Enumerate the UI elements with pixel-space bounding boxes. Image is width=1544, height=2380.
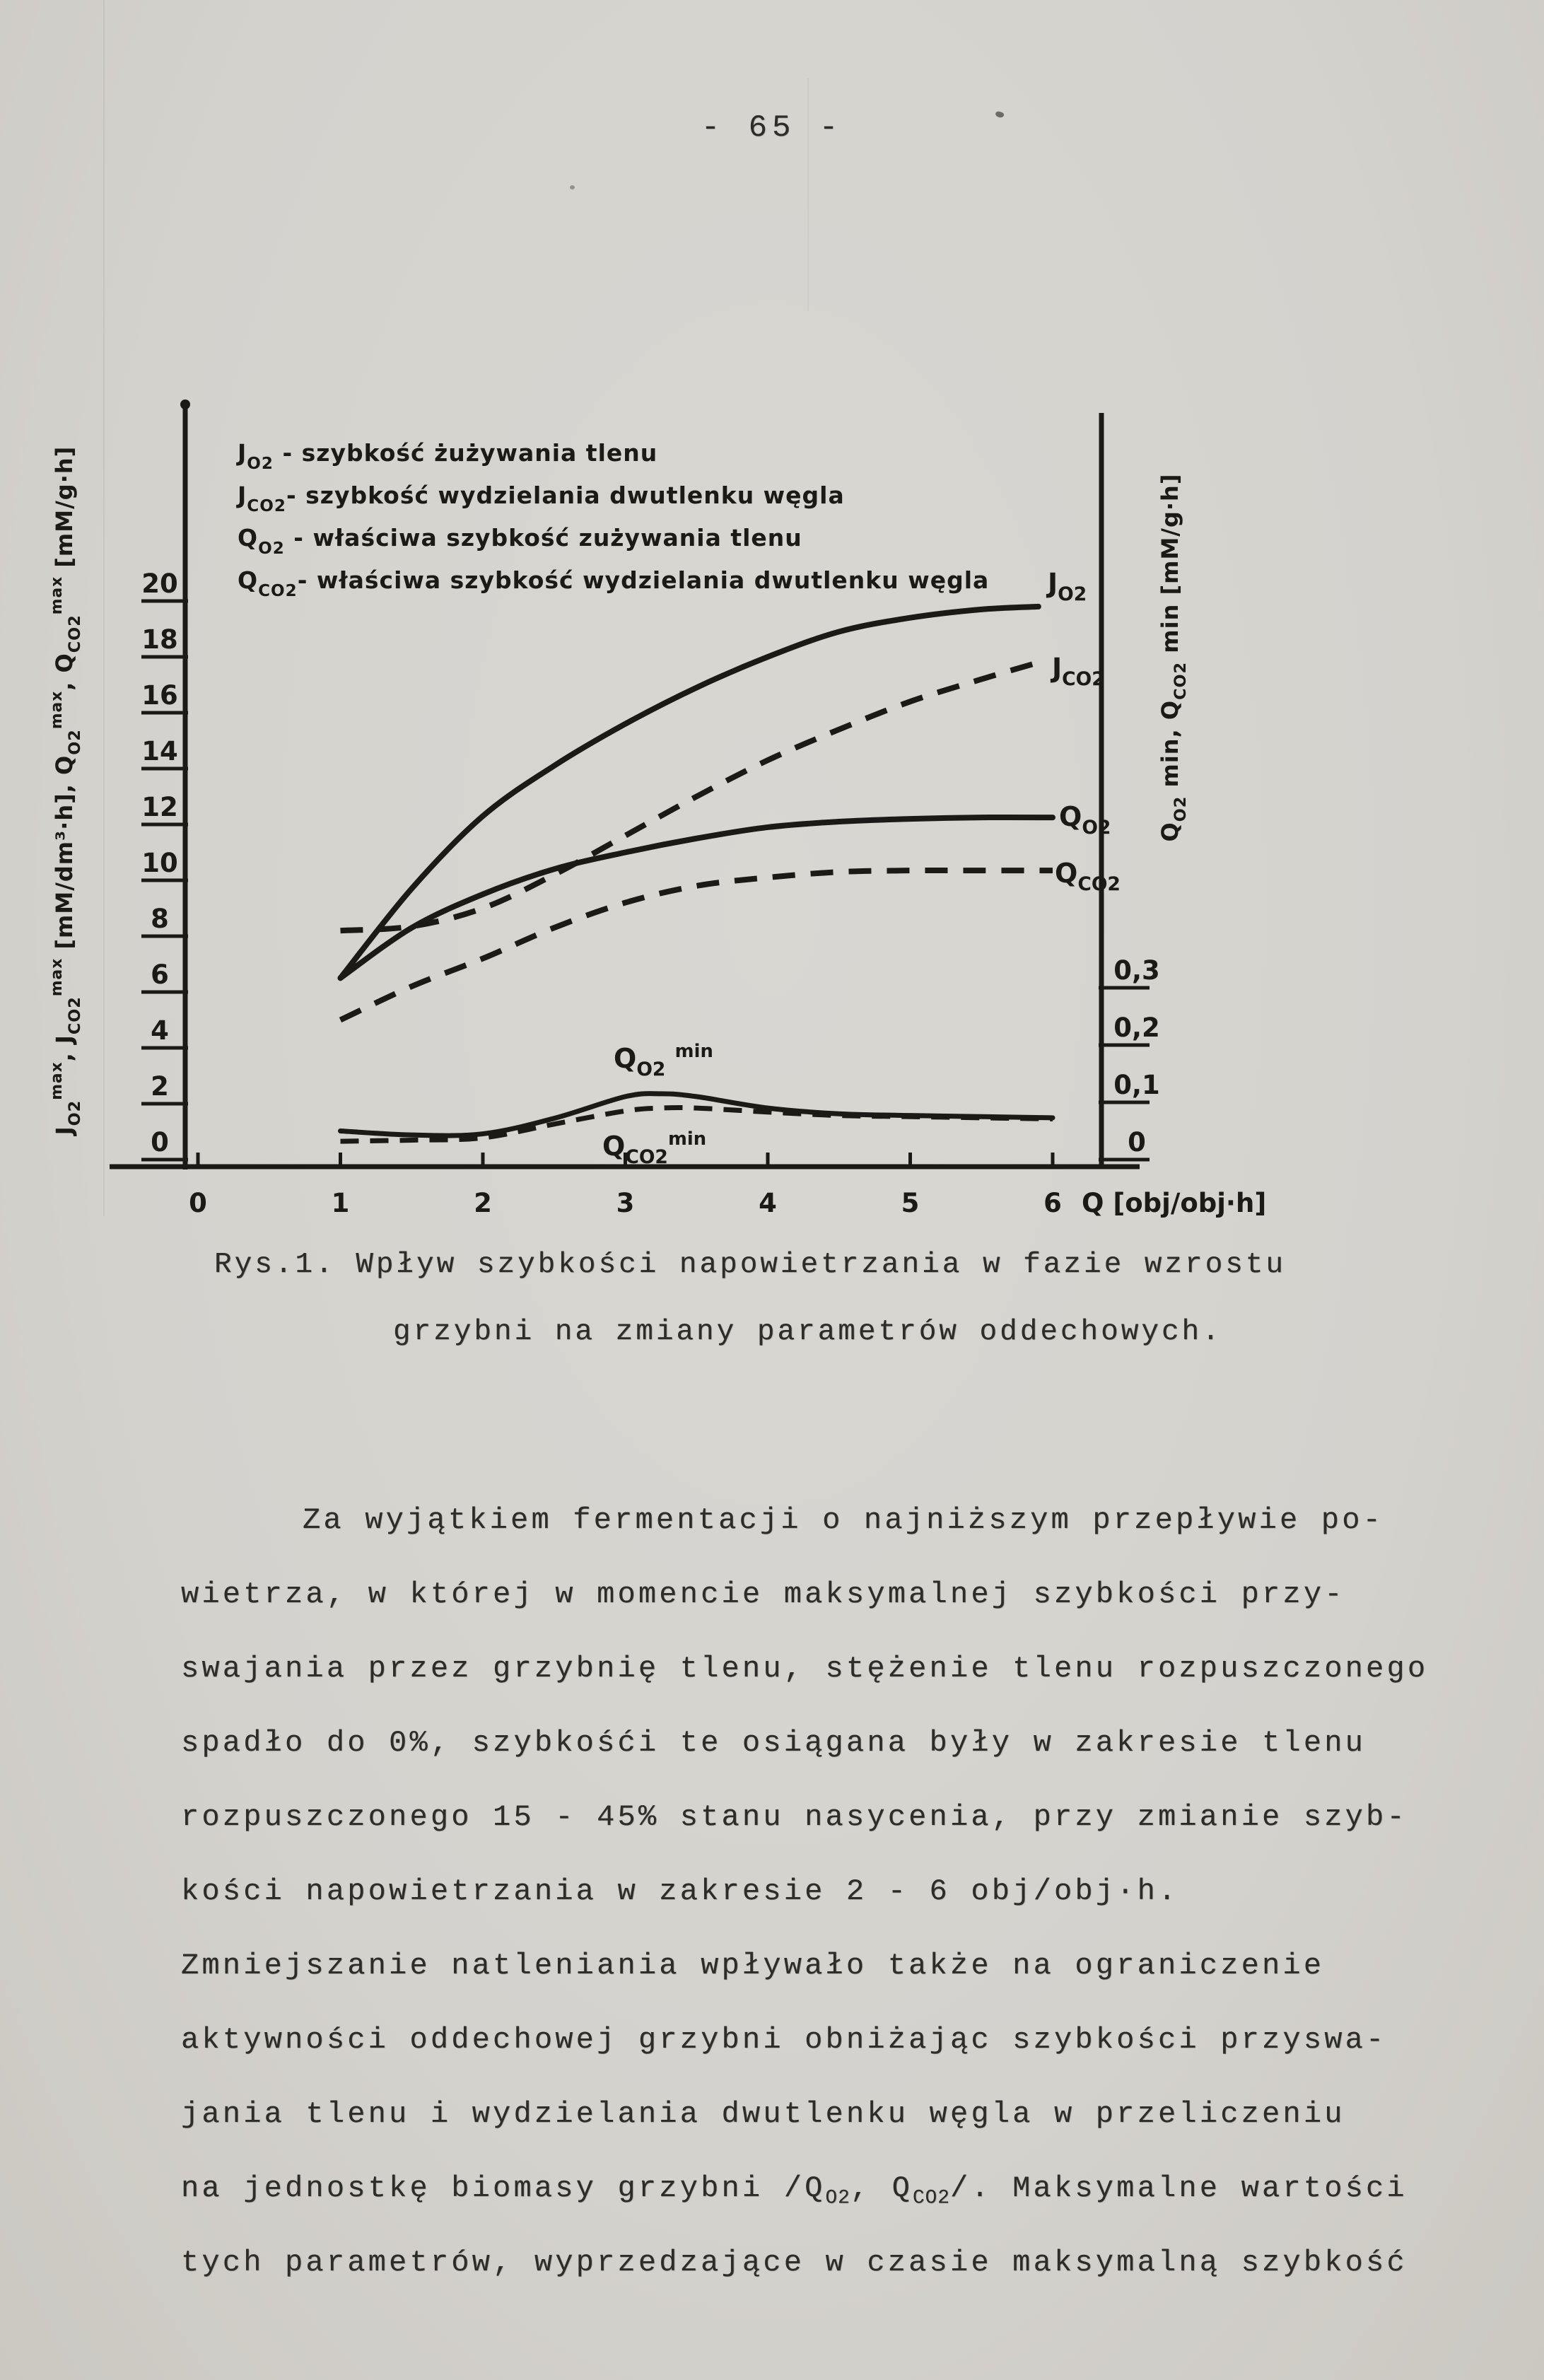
legend-line-1: $J_{O2}$ - szybkość żużywania tlenu [238, 439, 658, 473]
figure-caption-line-1: Rys.1. Wpływ szybkości napowietrzania w fazie wzrostu [214, 1249, 1287, 1281]
x-tick-label: 0 [189, 1188, 207, 1218]
legend-line-3: $Q_{O2}$ - właściwa szybkość zużywania tlenu [238, 524, 802, 558]
legend-line-4: $Q_{CO2}-$ właściwa szybkość wydzielania dwutlenku węgla [238, 566, 990, 600]
y-left-tick-label: 0 [151, 1127, 169, 1157]
y-left-tick-label: 20 [141, 568, 178, 599]
body-line-4: spadło do 0%, szybkośći te osiągana były w zakresie tlenu [181, 1726, 1367, 1760]
series-jco2-label: $J_{CO2}$ [1052, 653, 1105, 690]
series-qco2-label: $Q_{CO2}$ [1055, 858, 1121, 895]
y-left-tick-label: 14 [141, 736, 178, 766]
x-tick-label: 1 [331, 1188, 350, 1218]
figure-caption-line-2: grzybni na zmiany parametrów oddechowych. [393, 1316, 1222, 1348]
y-right-tick-label: 0 [1128, 1127, 1146, 1157]
series-qo2-curve [341, 817, 1053, 978]
y-axis-left-label: $J_{O2}^{max}$, $J_{CO2}^{max}$ [mM/dm³·h], $Q_{O2}^{max}$, $Q_{CO2}^{max}$ [mM/g·h] [48, 445, 84, 1136]
y-right-tick-label: 0,2 [1113, 1013, 1160, 1043]
x-tick-label: 5 [901, 1188, 920, 1218]
series-qco2min-label: $Q_{CO2}^{min}$ [602, 1128, 707, 1168]
y-left-tick-label: 10 [141, 848, 178, 878]
x-axis-label: Q [obj/obj·h] [1082, 1188, 1267, 1218]
y-left-tick-label: 2 [151, 1071, 169, 1102]
y-left-tick-label: 18 [141, 624, 178, 655]
series-jo2-label: $J_{O2}$ [1048, 568, 1087, 605]
y-right-tick-label: 0,3 [1113, 955, 1160, 986]
body-line-9: jania tlenu i wydzielania dwutlenku węgla w przeliczeniu [181, 2097, 1345, 2131]
body-line-1: Za wyjątkiem fermentacji o najniższym przepływie po- [303, 1503, 1384, 1537]
y-axis-right-label: $Q_{O2}$ min, $Q_{CO2}$ min [mM/g·h] [1157, 473, 1190, 842]
y-left-tick-label: 12 [141, 792, 178, 822]
series-qco2-curve [341, 870, 1053, 1020]
y-right-tick-label: 0,1 [1113, 1070, 1160, 1100]
series-qo2-label: $Q_{O2}$ [1059, 801, 1111, 839]
y-left-tick-label: 4 [151, 1015, 169, 1046]
series-jco2-curve [341, 663, 1039, 931]
body-line-5: rozpuszczonego 15 - 45% stanu nasycenia, przy zmianie szyb- [181, 1800, 1408, 1834]
legend-line-2: $J_{CO2}-$ szybkość wydzielania dwutlenku węgla [238, 482, 845, 515]
page-number: - 65 - [701, 110, 843, 146]
body-line-11: tych parametrów, wyprzedzające w czasie maksymalną szybkość [181, 2246, 1408, 2280]
x-tick-label: 6 [1043, 1188, 1062, 1218]
y-left-tick-label: 8 [151, 904, 169, 934]
x-tick-label: 2 [474, 1188, 492, 1218]
body-line-10: na jednostkę biomasy grzybni $/Q_{O2}$, $Q_{CO2}/$. Maksymalne wartości [181, 2171, 1408, 2210]
body-line-6: kości napowietrzania w zakresie 2 - 6 obj/obj·h. [181, 1874, 1179, 1908]
x-tick-label: 3 [616, 1188, 635, 1218]
body-line-3: swajania przez grzybnię tlenu, stężenie tlenu rozpuszczonego [181, 1652, 1429, 1686]
body-line-2: wietrza, w której w momencie maksymalnej szybkości przy- [181, 1577, 1345, 1611]
x-tick-label: 4 [759, 1188, 777, 1218]
body-line-7: Zmniejszanie natleniania wpływało także na ograniczenie [181, 1949, 1325, 1983]
y-axis-left-cap [180, 399, 190, 409]
series-jo2-curve [341, 607, 1039, 978]
body-line-8: aktywności oddechowej grzybni obniżając szybkości przyswa- [181, 2023, 1387, 2057]
y-left-tick-label: 6 [151, 959, 169, 990]
series-qo2min-label: $Q_{O2}$ $^{min}$ [614, 1041, 713, 1080]
y-left-tick-label: 16 [141, 680, 178, 711]
